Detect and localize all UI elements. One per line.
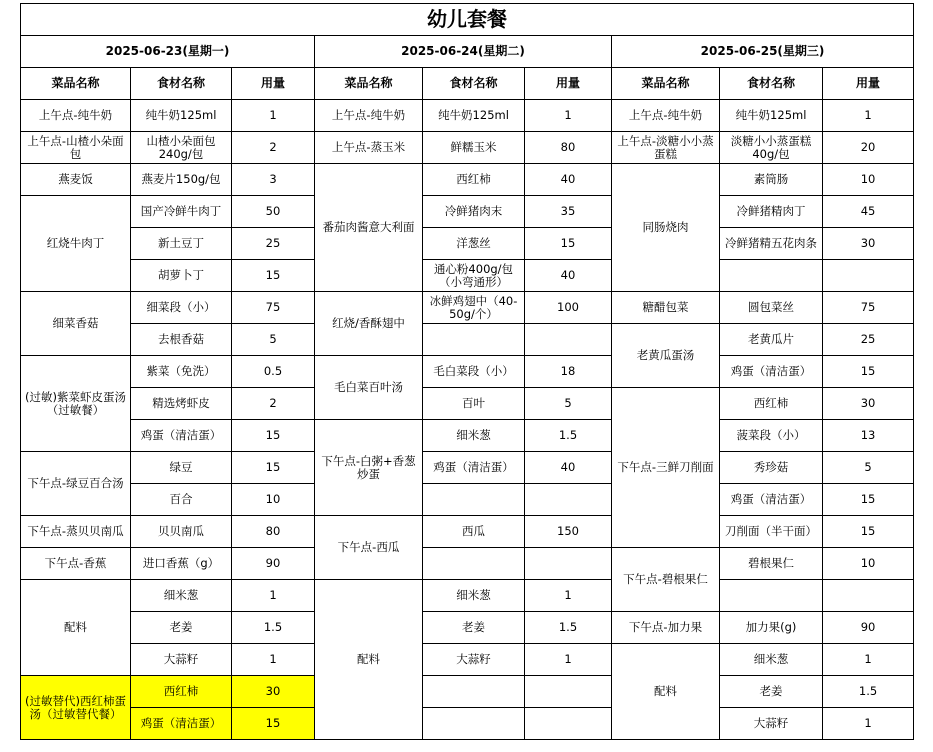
ingredient-cell: 西瓜 xyxy=(423,516,525,548)
ingredient-cell: 细菜段（小） xyxy=(131,292,232,324)
amount-cell: 75 xyxy=(823,292,914,324)
ingredient-cell: 老姜 xyxy=(131,612,232,644)
dish-cell: 上午点-蒸玉米 xyxy=(315,132,423,164)
ingredient-cell: 鸡蛋（清洁蛋） xyxy=(131,420,232,452)
ingredient-cell: 绿豆 xyxy=(131,452,232,484)
amount-cell: 1 xyxy=(823,644,914,676)
amount-cell: 40 xyxy=(525,260,612,292)
amount-cell xyxy=(525,676,612,708)
ingredient-cell: 鸡蛋（清洁蛋） xyxy=(720,484,823,516)
amount-cell xyxy=(525,548,612,580)
ingredient-cell: 加力果(g) xyxy=(720,612,823,644)
amount-cell: 1 xyxy=(823,100,914,132)
dish-cell: 配料 xyxy=(612,644,720,740)
amount-cell: 1 xyxy=(232,100,315,132)
ingredient-cell: 圆包菜丝 xyxy=(720,292,823,324)
ingredient-cell: 刀削面（半干面） xyxy=(720,516,823,548)
dish-cell: 红烧牛肉丁 xyxy=(21,196,131,292)
amount-cell: 15 xyxy=(232,260,315,292)
date-header-day3: 2025-06-25(星期三) xyxy=(612,36,914,68)
amount-cell: 1 xyxy=(525,580,612,612)
amount-cell: 1 xyxy=(823,708,914,740)
dish-cell: 下午点-香蕉 xyxy=(21,548,131,580)
dish-cell: 上午点-纯牛奶 xyxy=(612,100,720,132)
amount-cell: 1 xyxy=(232,580,315,612)
column-header-ingredient: 食材名称 xyxy=(131,68,232,100)
ingredient-cell xyxy=(423,676,525,708)
amount-cell: 15 xyxy=(232,708,315,740)
ingredient-cell: 老姜 xyxy=(423,612,525,644)
amount-cell: 40 xyxy=(525,164,612,196)
amount-cell: 30 xyxy=(232,676,315,708)
ingredient-cell: 洋葱丝 xyxy=(423,228,525,260)
dish-cell: 上午点-淡糖小小蒸蛋糕 xyxy=(612,132,720,164)
amount-cell: 150 xyxy=(525,516,612,548)
column-header-ingredient: 食材名称 xyxy=(720,68,823,100)
dish-cell: 配料 xyxy=(315,580,423,740)
amount-cell: 15 xyxy=(823,516,914,548)
ingredient-cell: 进口香蕉（g） xyxy=(131,548,232,580)
column-header-amount: 用量 xyxy=(232,68,315,100)
ingredient-cell: 胡萝卜丁 xyxy=(131,260,232,292)
dish-cell: 糖醋包菜 xyxy=(612,292,720,324)
amount-cell: 15 xyxy=(232,420,315,452)
ingredient-cell: 老姜 xyxy=(720,676,823,708)
dish-cell: 下午点-蒸贝贝南瓜 xyxy=(21,516,131,548)
ingredient-cell: 贝贝南瓜 xyxy=(131,516,232,548)
amount-cell: 75 xyxy=(232,292,315,324)
ingredient-cell: 去根香菇 xyxy=(131,324,232,356)
ingredient-cell: 淡糖小小蒸蛋糕40g/包 xyxy=(720,132,823,164)
dish-cell: 下午点-碧根果仁 xyxy=(612,548,720,612)
amount-cell: 1 xyxy=(525,644,612,676)
amount-cell: 2 xyxy=(232,132,315,164)
amount-cell: 15 xyxy=(525,228,612,260)
dish-cell: (过敏)紫菜虾皮蛋汤（过敏餐） xyxy=(21,356,131,452)
ingredient-cell xyxy=(423,324,525,356)
column-header-dish: 菜品名称 xyxy=(612,68,720,100)
amount-cell: 1.5 xyxy=(525,612,612,644)
dish-cell: 上午点-纯牛奶 xyxy=(315,100,423,132)
amount-cell xyxy=(525,324,612,356)
amount-cell: 90 xyxy=(823,612,914,644)
dish-cell: 上午点-山楂小朵面包 xyxy=(21,132,131,164)
column-header-amount: 用量 xyxy=(823,68,914,100)
ingredient-cell: 鸡蛋（清洁蛋） xyxy=(720,356,823,388)
amount-cell: 40 xyxy=(525,452,612,484)
dish-cell: 同肠烧肉 xyxy=(612,164,720,292)
page-title: 幼儿套餐 xyxy=(21,4,914,36)
ingredient-cell: 素筒肠 xyxy=(720,164,823,196)
ingredient-cell: 国产冷鲜牛肉丁 xyxy=(131,196,232,228)
menu-table xyxy=(20,3,914,740)
amount-cell: 25 xyxy=(823,324,914,356)
ingredient-cell: 细米葱 xyxy=(131,580,232,612)
ingredient-cell: 西红柿 xyxy=(423,164,525,196)
amount-cell: 30 xyxy=(823,228,914,260)
amount-cell xyxy=(525,708,612,740)
dish-cell: 毛白菜百叶汤 xyxy=(315,356,423,420)
ingredient-cell xyxy=(423,548,525,580)
ingredient-cell: 冷鲜猪精五花肉条 xyxy=(720,228,823,260)
ingredient-cell: 大蒜籽 xyxy=(423,644,525,676)
menu-sheet xyxy=(20,3,914,740)
ingredient-cell: 新土豆丁 xyxy=(131,228,232,260)
dish-cell: 红烧/香酥翅中 xyxy=(315,292,423,356)
amount-cell: 2 xyxy=(232,388,315,420)
dish-cell: 下午点-三鲜刀削面 xyxy=(612,388,720,548)
ingredient-cell: 大蒜籽 xyxy=(720,708,823,740)
ingredient-cell: 细米葱 xyxy=(423,580,525,612)
dish-cell: 燕麦饭 xyxy=(21,164,131,196)
ingredient-cell: 秀珍菇 xyxy=(720,452,823,484)
amount-cell xyxy=(823,260,914,292)
ingredient-cell: 碧根果仁 xyxy=(720,548,823,580)
date-header-day1: 2025-06-23(星期一) xyxy=(21,36,315,68)
dish-cell: 上午点-纯牛奶 xyxy=(21,100,131,132)
dish-cell: 下午点-加力果 xyxy=(612,612,720,644)
amount-cell xyxy=(525,484,612,516)
ingredient-cell: 西红柿 xyxy=(131,676,232,708)
ingredient-cell: 冷鲜猪精肉丁 xyxy=(720,196,823,228)
amount-cell: 30 xyxy=(823,388,914,420)
ingredient-cell: 细米葱 xyxy=(423,420,525,452)
column-header-dish: 菜品名称 xyxy=(21,68,131,100)
dish-cell: 番茄肉酱意大利面 xyxy=(315,164,423,292)
ingredient-cell xyxy=(720,580,823,612)
amount-cell: 90 xyxy=(232,548,315,580)
amount-cell: 5 xyxy=(823,452,914,484)
amount-cell: 50 xyxy=(232,196,315,228)
ingredient-cell: 毛白菜段（小） xyxy=(423,356,525,388)
amount-cell: 15 xyxy=(232,452,315,484)
amount-cell: 10 xyxy=(232,484,315,516)
ingredient-cell xyxy=(423,708,525,740)
allergy-substitute-dish-cell: (过敏替代)西红柿蛋汤（过敏替代餐） xyxy=(21,676,131,740)
amount-cell: 1.5 xyxy=(525,420,612,452)
amount-cell: 5 xyxy=(525,388,612,420)
ingredient-cell: 鸡蛋（清洁蛋） xyxy=(423,452,525,484)
amount-cell: 80 xyxy=(232,516,315,548)
ingredient-cell: 老黄瓜片 xyxy=(720,324,823,356)
column-header-ingredient: 食材名称 xyxy=(423,68,525,100)
amount-cell xyxy=(823,580,914,612)
column-header-dish: 菜品名称 xyxy=(315,68,423,100)
ingredient-cell: 冷鲜猪肉末 xyxy=(423,196,525,228)
ingredient-cell: 通心粉400g/包（小弯通形） xyxy=(423,260,525,292)
amount-cell: 80 xyxy=(525,132,612,164)
amount-cell: 100 xyxy=(525,292,612,324)
ingredient-cell: 西红柿 xyxy=(720,388,823,420)
ingredient-cell: 大蒜籽 xyxy=(131,644,232,676)
amount-cell: 1 xyxy=(232,644,315,676)
amount-cell: 18 xyxy=(525,356,612,388)
ingredient-cell: 纯牛奶125ml xyxy=(423,100,525,132)
column-header-amount: 用量 xyxy=(525,68,612,100)
ingredient-cell xyxy=(720,260,823,292)
amount-cell: 10 xyxy=(823,164,914,196)
ingredient-cell: 菠菜段（小） xyxy=(720,420,823,452)
amount-cell: 35 xyxy=(525,196,612,228)
amount-cell: 1.5 xyxy=(823,676,914,708)
amount-cell: 5 xyxy=(232,324,315,356)
dish-cell: 细菜香菇 xyxy=(21,292,131,356)
ingredient-cell xyxy=(423,484,525,516)
dish-cell: 下午点-绿豆百合汤 xyxy=(21,452,131,516)
dish-cell: 配料 xyxy=(21,580,131,676)
dish-cell: 下午点-西瓜 xyxy=(315,516,423,580)
amount-cell: 15 xyxy=(823,484,914,516)
amount-cell: 25 xyxy=(232,228,315,260)
amount-cell: 13 xyxy=(823,420,914,452)
amount-cell: 10 xyxy=(823,548,914,580)
ingredient-cell: 山楂小朵面包240g/包 xyxy=(131,132,232,164)
ingredient-cell: 纯牛奶125ml xyxy=(131,100,232,132)
amount-cell: 3 xyxy=(232,164,315,196)
amount-cell: 0.5 xyxy=(232,356,315,388)
amount-cell: 20 xyxy=(823,132,914,164)
ingredient-cell: 细米葱 xyxy=(720,644,823,676)
dish-cell: 下午点-白粥+香葱炒蛋 xyxy=(315,420,423,516)
amount-cell: 1 xyxy=(525,100,612,132)
ingredient-cell: 纯牛奶125ml xyxy=(720,100,823,132)
ingredient-cell: 百叶 xyxy=(423,388,525,420)
amount-cell: 15 xyxy=(823,356,914,388)
ingredient-cell: 燕麦片150g/包 xyxy=(131,164,232,196)
ingredient-cell: 冰鲜鸡翅中（40-50g/个） xyxy=(423,292,525,324)
ingredient-cell: 紫菜（免洗） xyxy=(131,356,232,388)
amount-cell: 45 xyxy=(823,196,914,228)
ingredient-cell: 精选烤虾皮 xyxy=(131,388,232,420)
ingredient-cell: 百合 xyxy=(131,484,232,516)
ingredient-cell: 鸡蛋（清洁蛋） xyxy=(131,708,232,740)
ingredient-cell: 鲜糯玉米 xyxy=(423,132,525,164)
amount-cell: 1.5 xyxy=(232,612,315,644)
dish-cell: 老黄瓜蛋汤 xyxy=(612,324,720,388)
date-header-day2: 2025-06-24(星期二) xyxy=(315,36,612,68)
